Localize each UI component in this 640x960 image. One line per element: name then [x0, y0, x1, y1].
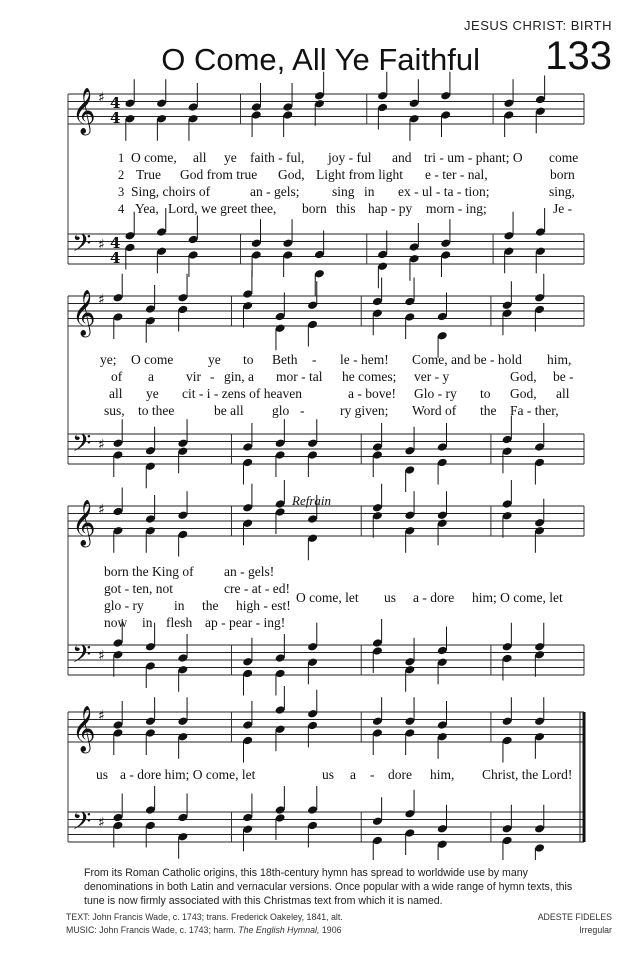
time-signature: 4 [110, 234, 121, 252]
lyric-word: him, [547, 352, 572, 367]
key-signature-sharp: ♯ [98, 90, 105, 106]
lyric-word: be all [214, 403, 244, 418]
lyric-word: an - gels; [250, 184, 300, 199]
lyric-word: vir [186, 369, 201, 384]
key-signature-sharp: ♯ [98, 815, 105, 831]
lyric-word: faith - ful, [250, 150, 305, 165]
lyric-word: glo - ry [104, 598, 144, 613]
lyric-word: Word of [412, 403, 457, 418]
lyric-word: be - [553, 369, 574, 384]
lyric-word: ye [224, 150, 237, 165]
lyric-word: Light from light [316, 167, 403, 182]
lyric-word: him, [430, 767, 455, 782]
text-credit-label: TEXT: [66, 912, 90, 922]
lyric-word: glo [272, 403, 290, 418]
lyric-word: Glo - ry [414, 386, 457, 401]
lyric-word: him; O come, let [472, 590, 563, 605]
lyric-word: a [350, 767, 356, 782]
lyric-word: O come, [131, 150, 177, 165]
bass-clef: 𝄢 [72, 429, 92, 464]
bass-clef: 𝄢 [72, 807, 92, 842]
verse-number: 3 [118, 185, 125, 199]
lyric-word: True [136, 167, 162, 182]
lyric-word: this [336, 201, 356, 216]
time-signature: 4 [110, 249, 121, 267]
lyric-word: joy - ful [328, 150, 372, 165]
treble-clef: 𝄞 [72, 290, 96, 336]
music-credit-value: John Francis Wade, c. 1743; harm. [99, 925, 236, 935]
lyric-word: cre - at - ed! [224, 581, 290, 596]
lyric-word: e - ter - nal, [425, 167, 488, 182]
lyric-word: sing, [549, 184, 575, 199]
text-credit [66, 912, 343, 922]
lyric-word: to thee [138, 403, 175, 418]
lyric-word: ap - pear - ing! [205, 615, 286, 630]
lyric-word: dore [388, 767, 412, 782]
bass-clef: 𝄢 [72, 229, 92, 264]
hymn-title: O Come, All Ye Faithful [161, 42, 480, 77]
lyric-word: in [174, 598, 185, 613]
lyric-word: and [392, 150, 412, 165]
meter: Irregular [579, 925, 612, 935]
time-signature: 4 [110, 94, 121, 112]
lyric-word: us [96, 767, 109, 782]
lyric-word: high - est! [236, 598, 291, 613]
key-signature-sharp: ♯ [98, 292, 105, 308]
lyric-word: ry given; [340, 403, 389, 418]
lyric-word: Yea, [135, 201, 159, 216]
lyric-word: cit - i - zens of heaven [182, 386, 302, 401]
key-signature-sharp: ♯ [98, 708, 105, 724]
lyric-word: le - hem! [340, 352, 389, 367]
treble-clef: 𝄞 [72, 500, 96, 546]
lyric-word: - [312, 352, 317, 367]
lyric-word: the [480, 403, 497, 418]
refrain-label: Refrain [292, 493, 331, 508]
lyric-word: ye [208, 352, 221, 367]
lyric-word: us [384, 590, 397, 605]
lyric-word: born [302, 201, 327, 216]
lyric-word: Come, and be - hold [412, 352, 522, 367]
lyric-word: - [300, 403, 305, 418]
lyric-word: ye [146, 386, 159, 401]
lyric-word: sus, [104, 403, 125, 418]
lyric-word: ver - y [414, 369, 450, 384]
lyric-word: got - ten, not [104, 581, 173, 596]
lyric-word: to [480, 386, 491, 401]
section-label: JESUS CHRIST: BIRTH [464, 18, 612, 33]
time-signature: 4 [110, 109, 121, 127]
treble-clef: 𝄞 [72, 706, 96, 752]
lyric-word: ex - ul - ta - tion; [398, 184, 490, 199]
lyric-word: God, [510, 386, 537, 401]
lyric-word: gin, a [224, 369, 254, 384]
lyric-word: in [142, 615, 153, 630]
hymn-note: From its Roman Catholic origins, this 18th-century hymn has spread to worldwide use by many denominations in both Latin and vernacular versions. Once popular with a wide range of hymn texts, this tune is now firmly associated with this Christmas text from which it is named. [84, 867, 573, 907]
music-credit-source: The English Hymnal, [238, 925, 320, 935]
lyric-word: Lord, we greet thee, [168, 201, 277, 216]
lyric-word: O come [131, 352, 174, 367]
lyric-word: flesh [166, 615, 193, 630]
lyric-word: ye; [100, 352, 117, 367]
lyric-word: tri - um - phant; O [424, 150, 523, 165]
lyric-word: mor - tal [276, 369, 323, 384]
lyric-word: to [243, 352, 254, 367]
lyric-word: morn - ing; [426, 201, 487, 216]
lyric-word: us [322, 767, 335, 782]
lyric-word: God, [510, 369, 537, 384]
bass-clef: 𝄢 [72, 640, 92, 675]
lyric-word: O come, let [296, 590, 359, 605]
lyric-word: Sing, choirs of [131, 184, 211, 199]
lyric-word: God from true [180, 167, 258, 182]
tune-name: ADESTE FIDELES [537, 912, 612, 922]
lyric-word: - [210, 369, 215, 384]
lyric-word: of [111, 369, 123, 384]
lyric-word: a - dore him; O come, let [120, 767, 256, 782]
lyric-word: all [193, 150, 207, 165]
lyric-word: Beth [272, 352, 298, 367]
lyric-word: born the King of [104, 564, 194, 579]
treble-clef: 𝄞 [72, 88, 96, 134]
key-signature-sharp: ♯ [98, 437, 105, 453]
verse-number: 2 [118, 168, 125, 182]
key-signature-sharp: ♯ [98, 648, 105, 664]
music-credit-label: MUSIC: [66, 925, 97, 935]
lyric-word: God, [278, 167, 305, 182]
music-credit-year: 1906 [321, 925, 342, 935]
key-signature-sharp: ♯ [98, 237, 105, 253]
lyric-word: an - gels! [224, 564, 275, 579]
lyric-word: the [202, 598, 219, 613]
lyric-word: all [556, 386, 570, 401]
text-credit-value: John Francis Wade, c. 1743; trans. Frederick Oakeley, 1841, alt. [92, 912, 343, 922]
lyric-word: he comes; [342, 369, 397, 384]
verse-number: 1 [118, 151, 125, 165]
lyric-word: come [549, 150, 579, 165]
lyric-word: a - dore [413, 590, 455, 605]
music-credit [66, 925, 341, 935]
lyric-word: all [109, 386, 123, 401]
verse-number: 4 [118, 202, 125, 216]
lyric-word: Christ, the Lord! [482, 767, 573, 782]
lyric-word: Je - [553, 201, 573, 216]
lyric-word: in [364, 184, 375, 199]
lyric-word: born [550, 167, 575, 182]
key-signature-sharp: ♯ [98, 502, 105, 518]
lyric-word: a [148, 369, 154, 384]
lyric-word: a - bove! [348, 386, 396, 401]
lyric-word: now [104, 615, 128, 630]
lyric-word: - [370, 767, 375, 782]
lyric-word: Fa - ther, [510, 403, 559, 418]
hymn-number: 133 [545, 34, 612, 78]
lyric-word: sing [332, 184, 355, 199]
lyric-word: hap - py [368, 201, 413, 216]
